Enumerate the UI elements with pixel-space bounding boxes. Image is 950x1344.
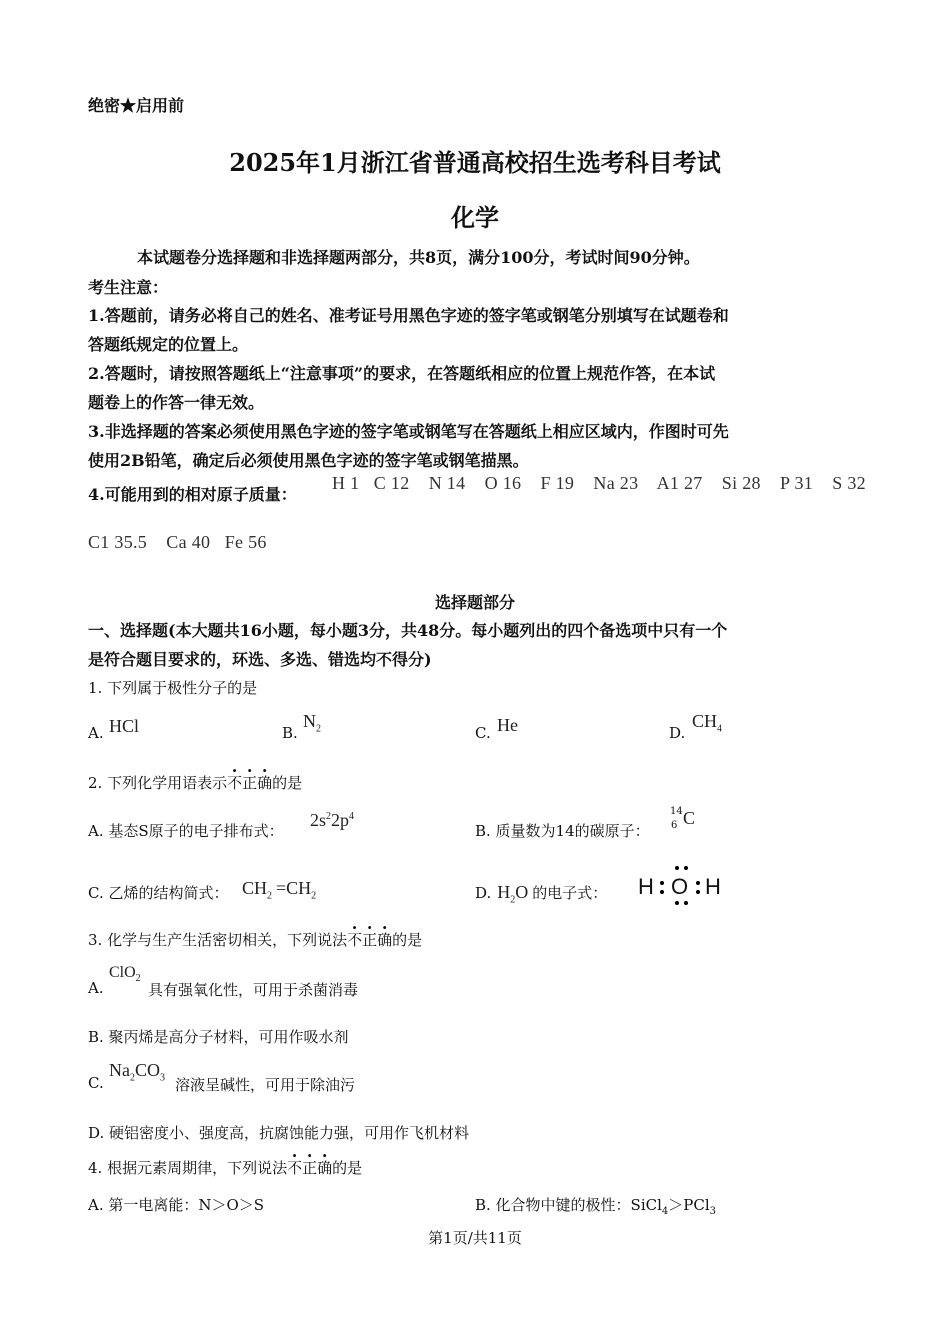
- q4-stem: 4. 根据元素周期律，下列说法不正确的是: [88, 1159, 363, 1177]
- page-footer: 第1页/共11页: [428, 1229, 522, 1247]
- q2-option-d-label: D. $H_2O$ 的电子式：: [475, 882, 608, 906]
- q1-option-a-label: A.: [88, 724, 104, 742]
- notice-2b: 题卷上的作答一律无效。: [88, 393, 265, 412]
- section-title: 选择题部分: [434, 593, 515, 612]
- q2-option-b-isotope: 14 6 C: [670, 806, 696, 831]
- q1-option-b: $N_2$: [303, 711, 321, 735]
- water-lewis-structure: H O H: [636, 864, 726, 908]
- q3-option-c-label: C.: [88, 1074, 104, 1092]
- q3-stem: 3. 化学与生产生活密切相关，下列说法不正确的是: [88, 931, 423, 949]
- q3-option-b: B. 聚丙烯是高分子材料，可用作吸水剂: [88, 1028, 349, 1046]
- q1-option-d: $CH_4$: [692, 711, 723, 735]
- q1-option-c-label: C.: [475, 724, 491, 742]
- notice-1a: 1.答题前，请务必将自己的姓名、准考证号用黑色字迹的签字笔或钢笔分别填写在试题卷和: [88, 306, 729, 325]
- q2-option-c-formula: $CH_2 =CH_2$: [242, 878, 317, 902]
- notice-1b: 答题纸规定的位置上。: [88, 335, 249, 354]
- q3-option-d: D. 硬铝密度小、强度高，抗腐蚀能力强，可用作飞机材料: [88, 1124, 470, 1142]
- q3-option-a-text: 具有强氧化性，可用于杀菌消毒: [148, 981, 359, 999]
- notice-heading: 考生注意：: [88, 278, 169, 297]
- q2-option-a-label: A. 基态S原子的电子排布式：: [88, 822, 284, 840]
- section-heading-b: 是符合题目要求的，环选、多选、错选均不得分): [88, 650, 432, 669]
- intro-text: 本试题卷分选择题和非选择题两部分，共8页，满分100分，考试时间90分钟。: [137, 248, 700, 267]
- exam-title: 2025年1月浙江省普通高校招生选考科目考试: [229, 148, 721, 177]
- q3-option-c-formula: $Na_2CO_3$: [109, 1060, 166, 1084]
- q3-option-c-text: 溶液呈碱性，可用于除油污: [175, 1076, 356, 1094]
- q2-option-a-formula: $2s^22p^4$: [310, 810, 355, 830]
- notice-2a: 2.答题时，请按照答题纸上“注意事项”的要求，在答题纸相应的位置上规范作答，在本试: [88, 364, 716, 383]
- q2-option-b-label: B. 质量数为14的碳原子：: [475, 822, 650, 840]
- q1-option-a: HCl: [109, 716, 140, 736]
- atomic-masses-line1: H 1 C 12 N 14 O 16 F 19 Na 23 A1 27 Si 28 P 31 S 32: [332, 473, 866, 493]
- notice-3b: 使用2B铅笔，确定后必须使用黑色字迹的签字笔或钢笔描黑。: [88, 451, 529, 470]
- secret-label: 绝密★启用前: [88, 96, 185, 115]
- q3-option-a-label: A.: [88, 979, 104, 997]
- q4-option-b: B. 化合物中键的极性：SiCl$_4$＞PCl$_3$: [475, 1196, 717, 1217]
- notice-4: 4.可能用到的相对原子质量：: [88, 485, 297, 504]
- q1-stem: 1. 下列属于极性分子的是: [88, 679, 258, 697]
- q1-option-c: He: [497, 715, 518, 735]
- subject-title: 化学: [451, 203, 499, 232]
- q3-option-a-formula: ClO$_2$: [109, 964, 141, 985]
- notice-3a: 3.非选择题的答案必须使用黑色字迹的签字笔或钢笔写在答题纸上相应区域内，作图时可先: [88, 422, 729, 441]
- q1-option-b-label: B.: [282, 724, 298, 742]
- q2-stem: 2. 下列化学用语表示不正确的是: [88, 774, 303, 792]
- q1-option-d-label: D.: [669, 724, 686, 742]
- q4-option-a: A. 第一电离能：N＞O＞S: [88, 1196, 265, 1214]
- atomic-masses-line2: C1 35.5 Ca 40 Fe 56: [88, 532, 267, 552]
- section-heading-a: 一、选择题(本大题共16小题，每小题3分，共48分。每小题列出的四个备选项中只有一个: [88, 621, 728, 640]
- q2-option-c-label: C. 乙烯的结构简式：: [88, 884, 229, 902]
